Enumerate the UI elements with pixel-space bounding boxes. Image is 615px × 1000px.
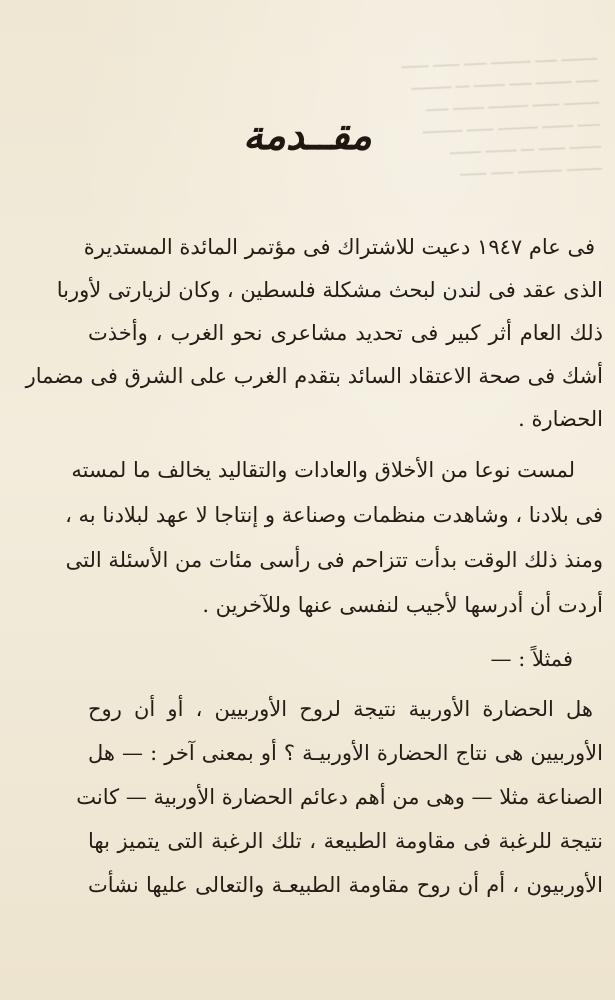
text-line: الأوربيين هى نتاج الحضارة الأوربيـة ؟ أو بمعنى آخر : — هل [88,741,603,765]
bleed-through-text: ــــــــ ـــــ ـــــــــ ـــــ ــــــ ــــــ ـــــ ــــــــ ـــــ ـــــــ ـــ ـــــــــ ــــــــ ــــــ ـــــــــ ـــــــ ـــــ ـــــ ـــــــ ـــــــــ ــــــ ـــــــــ ـــــــ ــــــ ـــ ـــــــ ـــــــ ــــــــ ــــــــــ ـــــ ــــــ [401,45,603,180]
text-line: لمست نوعا من الأخلاق والعادات والتقاليد يخالف ما لمسته [71,458,575,482]
text-line: فمثلاً : — [490,647,573,671]
page-title: مقــدمة [243,112,372,159]
text-line: نتيجة للرغبة فى مقاومة الطبيعة ، تلك الرغبة التى يتميز بها [88,829,603,853]
text-line: أردت أن أدرسها لأجيب لنفسى عنها وللآخرين . [202,593,603,617]
paragraph-2 [65,448,603,628]
text-line: أشك فى صحة الاعتقاد السائد بتقدم الغرب على الشرق فى مضمار [25,364,603,388]
text-line: الحضارة . [518,407,603,431]
text-line: الصناعة مثلا — وهى من أهم دعائم الحضارة الأوربية — كانت [76,785,603,809]
text-line: هل الحضارة الأوربية نتيجة لروح الأوربيين ، أو أن روح [88,697,593,721]
text-line: الذى عقد فى لندن لبحث مشكلة فلسطين ، وكان لزيارتى لأوربا [56,278,603,302]
text-line: فى بلادنا ، وشاهدت منظمات وصناعة و إنتاجا لا عهد لبلادنا به ، [65,503,603,527]
text-line: ومنذ ذلك الوقت بدأت تتزاحم فى رأسى مئات من الأسئلة التى [65,548,603,572]
text-line: ذلك العام أثر كبير فى تحديد مشاعرى نحو الغرب ، وأخذت [88,321,603,345]
paragraph-3 [88,637,603,681]
text-line: فى عام ١٩٤٧ دعيت للاشتراك فى مؤتمر المائدة المستديرة [83,235,595,259]
paragraph-1 [25,226,603,441]
text-line: الأوربيون ، أم أن روح مقاومة الطبيعـة والتعالى عليها نشأت [88,873,603,897]
paragraph-4 [76,687,603,907]
